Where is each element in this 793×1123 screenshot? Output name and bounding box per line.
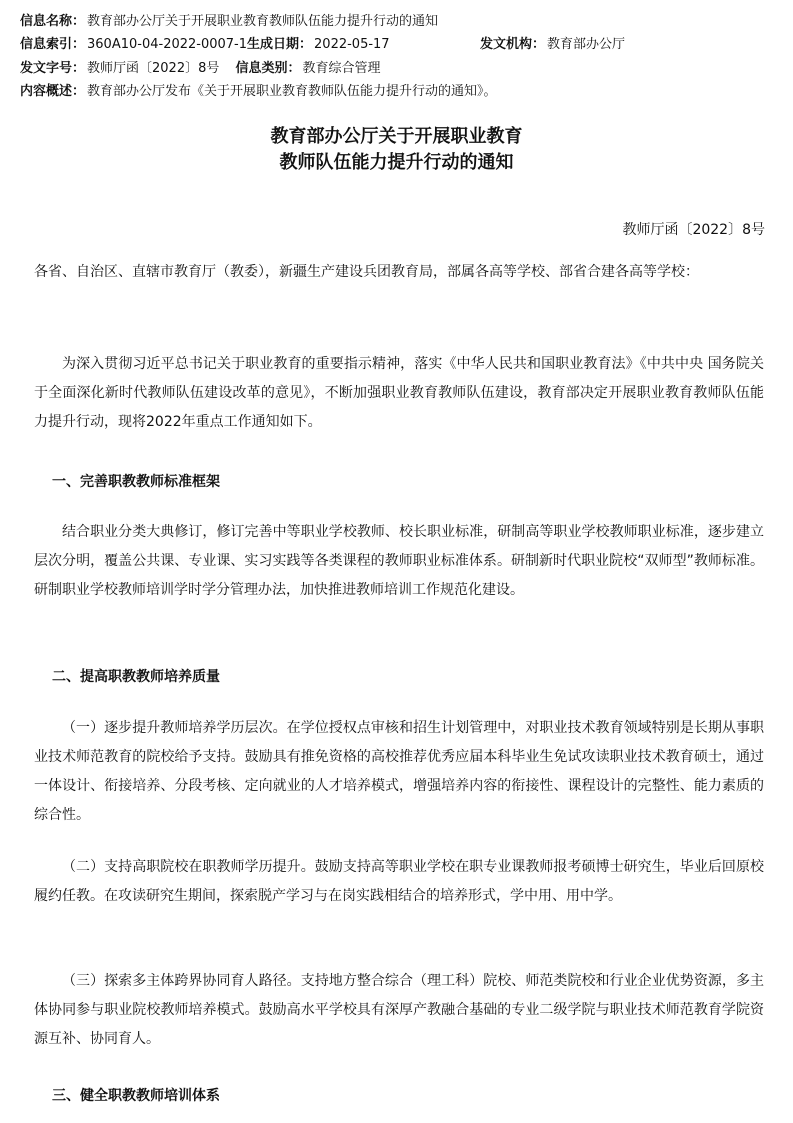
meta-org-label: 发文机构： <box>480 37 546 52</box>
meta-row-summary <box>20 83 497 101</box>
section-2-heading: 二、提高职教教师培养质量 <box>52 669 220 685</box>
meta-name-label: 信息名称： <box>20 14 86 29</box>
meta-name-value: 教育部办公厅关于开展职业教育教师队伍能力提升行动的通知 <box>87 14 439 29</box>
section-2-paragraph-3: （三）探索多主体跨界协同育人路径。支持地方整合综合（理工科）院校、师范类院校和行业企业优势资源，多主体协同参与职业院校教师培养模式。鼓励高水平学校具有深厚产教融合基础的专业二级学院与职业技术师范教育学院资源互补、协同育人。 <box>34 973 764 1047</box>
meta-index-value: 360A10-04-2022-0007-1 <box>87 37 248 52</box>
meta-docno-label: 发文字号： <box>20 61 86 76</box>
meta-category-label: 信息类别： <box>235 61 301 76</box>
addressee: 各省、自治区、直辖市教育厅（教委），新疆生产建设兵团教育局，部属各高等学校、部省合建各高等学校： <box>34 264 699 280</box>
document-number: 教师厅函〔2022〕8号 <box>622 222 765 238</box>
meta-index-label: 信息索引： <box>20 37 86 52</box>
section-2-paragraph-1: （一）逐步提升教师培养学历层次。在学位授权点审核和招生计划管理中，对职业技术教育领域特别是长期从事职业技术师范教育的院校给予支持。鼓励具有推免资格的高校推荐优秀应届本科毕业生免试攻读职业技术教育硕士，通过一体设计、衔接培养、分段考核、定向就业的人才培养模式，增强培养内容的衔接性、课程设计的完整性、能力素质的综合性。 <box>34 720 764 823</box>
section-1-heading: 一、完善职教教师标准框架 <box>52 474 220 490</box>
meta-date-label: 生成日期： <box>247 37 313 52</box>
section-1-paragraph-1: 结合职业分类大典修订，修订完善中等职业学校教师、校长职业标准，研制高等职业学校教师职业标准，逐步建立层次分明，覆盖公共课、专业课、实习实践等各类课程的教师职业标准体系。研制新时代职业院校“双师型”教师标准。研制职业学校教师培训学时学分管理办法，加快推进教师培训工作规范化建设。 <box>34 524 764 598</box>
meta-docno-value: 教师厅函〔2022〕8号 <box>87 61 220 76</box>
meta-summary-value: 教育部办公厅发布《关于开展职业教育教师队伍能力提升行动的通知》。 <box>87 84 497 99</box>
meta-row-name <box>20 13 438 31</box>
meta-row-docno <box>20 60 381 78</box>
meta-summary-label: 内容概述： <box>20 84 86 99</box>
meta-date-value: 2022-05-17 <box>314 37 390 52</box>
section-3-heading: 三、健全职教教师培训体系 <box>52 1088 220 1104</box>
meta-row-index <box>20 36 626 54</box>
intro-paragraph: 为深入贯彻习近平总书记关于职业教育的重要指示精神，落实《中华人民共和国职业教育法》《中共中央 国务院关于全面深化新时代教师队伍建设改革的意见》，不断加强职业教育教师队伍建设，教育部决定开展职业教育教师队伍能力提升行动，现将2022年重点工作通知如下。 <box>34 356 764 430</box>
document-title-line-1: 教育部办公厅关于开展职业教育 <box>270 126 523 147</box>
meta-category-value: 教育综合管理 <box>302 61 381 76</box>
document-title-line-2: 教师队伍能力提升行动的通知 <box>279 152 514 173</box>
section-2-paragraph-2: （二）支持高职院校在职教师学历提升。鼓励支持高等职业学校在职专业课教师报考硕博士研究生，毕业后回原校履约任教。在攻读研究生期间，探索脱产学习与在岗实践相结合的培养形式，学中用、用中学。 <box>34 859 764 904</box>
meta-org-value: 教育部办公厅 <box>547 37 626 52</box>
